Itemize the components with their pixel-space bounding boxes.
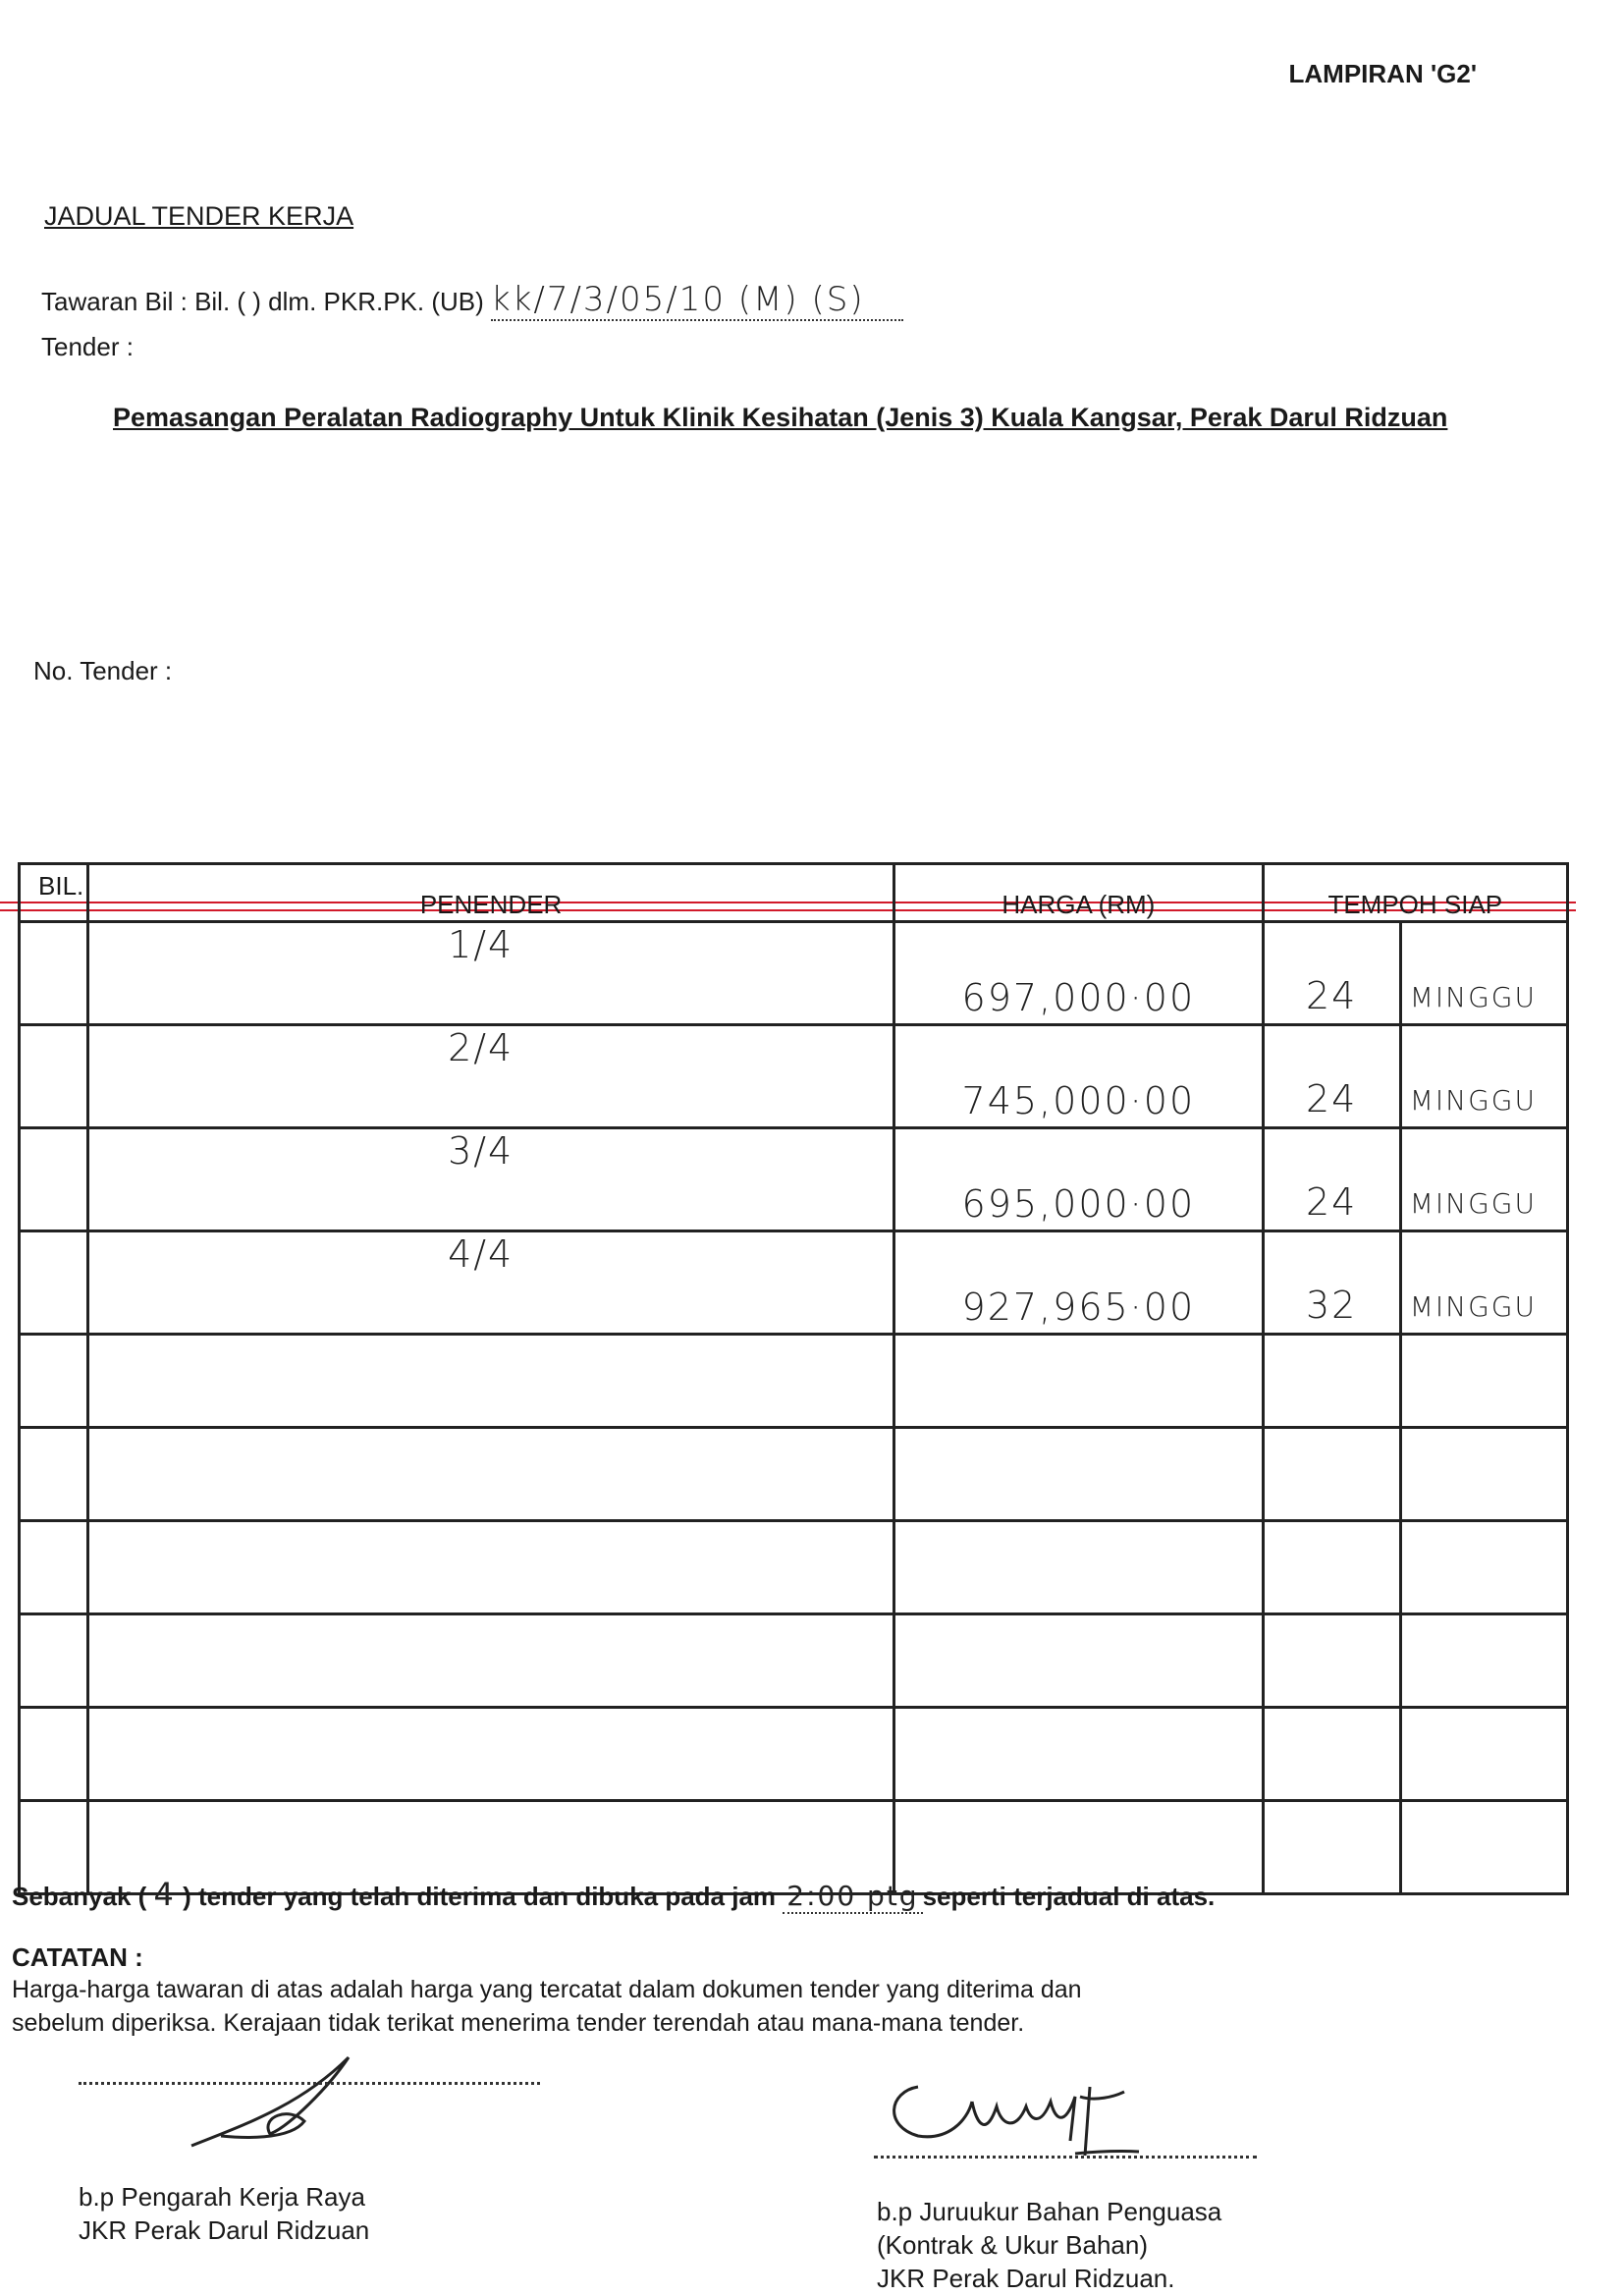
signature-left: [182, 2048, 378, 2156]
signatory-left-line1: b.p Pengarah Kerja Raya: [79, 2182, 365, 2212]
unit-cell: MINGGU: [1400, 1128, 1567, 1231]
harga-cell: 927,965·00: [894, 1231, 1263, 1335]
table-row-empty: [20, 1614, 1568, 1708]
summary-count: 4: [153, 1876, 176, 1913]
table-row: [20, 1025, 1568, 1128]
penender-cell: 3/4: [88, 1128, 894, 1231]
tender-label: Tender :: [41, 332, 134, 361]
penender-cell: 2/4: [88, 1025, 894, 1128]
header-harga: HARGA (RM): [894, 864, 1263, 922]
table-row-empty: [20, 1521, 1568, 1614]
summary-time: 2:00 ptg: [786, 1880, 919, 1912]
table-row-empty: [20, 1708, 1568, 1801]
signatory-right-line2: (Kontrak & Ukur Bahan): [877, 2230, 1149, 2260]
table-header-row: [20, 864, 1568, 922]
tender-title: Pemasangan Peralatan Radiography Untuk Klinik Kesihatan (Jenis 3) Kuala Kangsar, Perak Darul Ridzuan: [113, 403, 1448, 432]
signatory-right-line3: JKR Perak Darul Ridzuan.: [877, 2264, 1175, 2293]
harga-cell: 697,000·00: [894, 922, 1263, 1025]
lampiran-label: LAMPIRAN 'G2': [1288, 59, 1477, 88]
bil-cell: [20, 1025, 88, 1128]
note-line-1: Harga-harga tawaran di atas adalah harga yang tercatat dalam dokumen tender yang diterima dan: [12, 1976, 1082, 2003]
tempoh-cell: 24: [1263, 1025, 1400, 1128]
note-line-2: sebelum diperiksa. Kerajaan tidak terikat menerima tender terendah atau mana-mana tender.: [12, 2009, 1025, 2037]
penender-cell: 1/4: [88, 922, 894, 1025]
summary-prefix: Sebanyak (: [12, 1882, 147, 1911]
unit-cell: MINGGU: [1400, 1025, 1567, 1128]
harga-cell: 695,000·00: [894, 1128, 1263, 1231]
tawaran-value: kk/7/3/05/10 (M) (S): [491, 280, 903, 321]
penender-cell: 4/4: [88, 1231, 894, 1335]
tawaran-line: [41, 280, 903, 321]
signatory-right-line1: b.p Juruukur Bahan Penguasa: [877, 2197, 1222, 2226]
signature-line-left: [79, 2082, 540, 2085]
bil-cell: [20, 1128, 88, 1231]
bil-cell: [20, 922, 88, 1025]
signature-right: [879, 2067, 1144, 2160]
table-row: [20, 922, 1568, 1025]
catatan-label: CATATAN :: [12, 1942, 143, 1972]
summary-suffix: seperti terjadual di atas.: [922, 1882, 1216, 1911]
table-row-empty: [20, 1428, 1568, 1521]
header-bil: BIL.: [20, 864, 88, 922]
signatory-right: [877, 2195, 1221, 2295]
no-tender-label: No. Tender :: [33, 656, 173, 685]
unit-cell: MINGGU: [1400, 922, 1567, 1025]
header-penender: PENENDER: [88, 864, 894, 922]
bil-cell: [20, 1231, 88, 1335]
signatory-left: [79, 2180, 369, 2247]
document-heading: JADUAL TENDER KERJA: [44, 201, 354, 231]
signature-line-right: [874, 2156, 1257, 2159]
table-row: [20, 1231, 1568, 1335]
tempoh-cell: 32: [1263, 1231, 1400, 1335]
tempoh-cell: 24: [1263, 922, 1400, 1025]
tender-table: [18, 862, 1569, 1895]
signatory-left-line2: JKR Perak Darul Ridzuan: [79, 2215, 370, 2245]
header-tempoh: TEMPOH SIAP: [1263, 864, 1567, 922]
summary-line: [12, 1876, 1215, 1914]
table-row-empty: [20, 1335, 1568, 1428]
harga-cell: 745,000·00: [894, 1025, 1263, 1128]
summary-middle: ) tender yang telah diterima dan dibuka pada jam: [183, 1882, 777, 1911]
tempoh-cell: 24: [1263, 1128, 1400, 1231]
table-row: [20, 1128, 1568, 1231]
unit-cell: MINGGU: [1400, 1231, 1567, 1335]
tawaran-label: Tawaran Bil : Bil. ( ) dlm. PKR.PK. (UB): [41, 287, 484, 316]
